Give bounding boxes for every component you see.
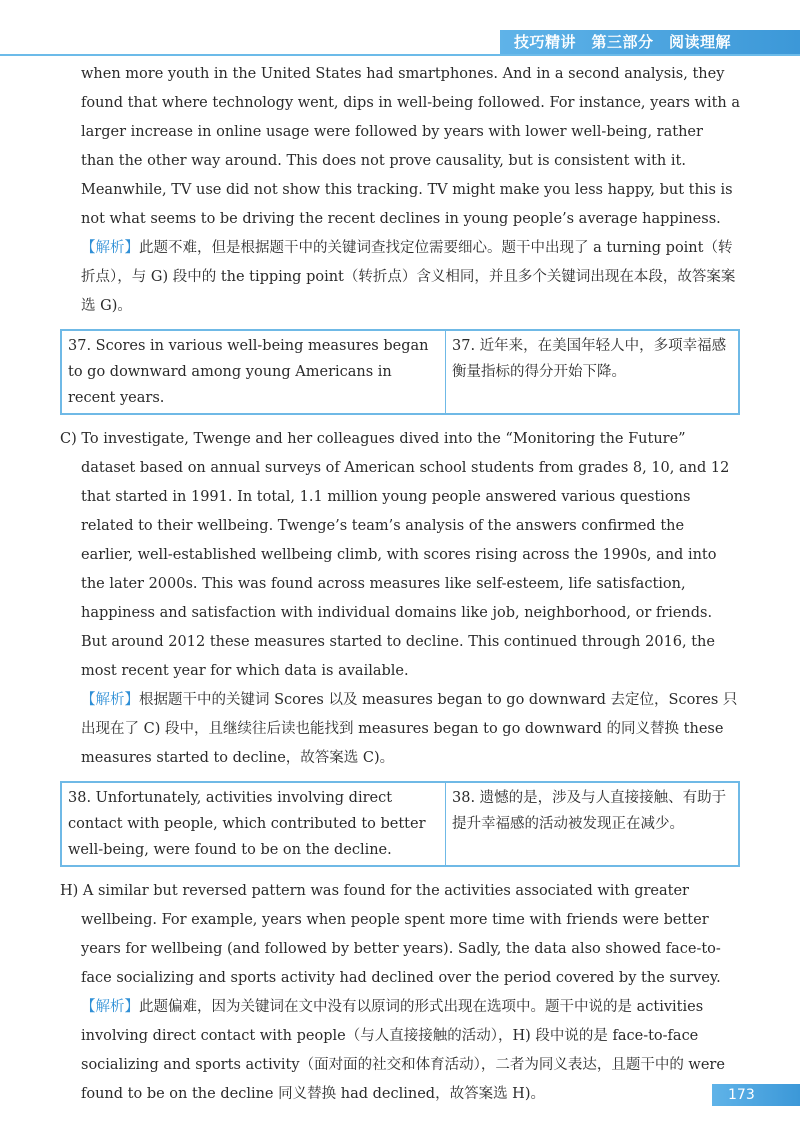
analysis-paragraph [60,993,740,1109]
question-chinese: 38. 遗憾的是，涉及与人直接接触、有助于提升幸福感的活动被发现正在减少。 [452,790,727,832]
passage-paragraph: when more youth in the United States had smartphones. And in a second analysis, they found that where technology went, dips in well-being followed. For instance, years with a larger increase in online usage were followed by years with lower well-being, rather than the other way around. This does not prove causality, but is consistent with it. Meanwhile, TV use did not show this tracking. TV might make you less happy, but this is not what seems to be driving the recent declines in young people’s average happiness. [81,66,741,227]
analysis-text: 此题不难，但是根据题干中的关键词查找定位需要细心。题干中出现了 a turning point（转折点），与 G) 段中的 the tipping point（转折点）含义相同，并且多个关键词出现在本段，故答案案选 G)。 [81,240,736,314]
question-chinese: 37. 近年来，在美国年轻人中，多项幸福感衡量指标的得分开始下降。 [452,338,727,380]
analysis-paragraph [60,686,740,773]
header-rule [0,54,800,56]
analysis-paragraph [60,234,740,321]
analysis-tag: 【解析】 [81,692,139,708]
passage-paragraph: H) A similar but reversed pattern was found for the activities associated with greater wellbeing. For example, years when people spent more time with friends were better years for wellbeing (and followed by better years). Sadly, the data also showed face-to-face socializing and sports activity had declined over the period covered by the survey. [60,883,721,986]
passage-paragraph: C) To investigate, Twenge and her colleagues dived into the “Monitoring the Future” dataset based on annual surveys of American school students from grades 8, 10, and 12 that started in 1991. In total, 1.1 million young people answered various questions related to their wellbeing. Twenge’s team’s analysis of the answers confirmed the earlier, well-established wellbeing climb, with scores rising across the 1990s, and into the later 2000s. This was found across measures like self-esteem, life satisfaction, happiness and satisfaction with individual domains like job, neighborhood, or friends. But around 2012 these measures started to decline. This continued through 2016, the most recent year for which data is available. [60,431,730,679]
analysis-text: 此题偏难，因为关键词在文中没有以原词的形式出现在选项中。题干中说的是 activities involving direct contact with people（与人直接接触的活动），H) 段中说的是 face-to-face socializing and sports activity（面对面的社交和体育活动），二者为同义表达，且题干中的 were found to be on the decline 同义替换 had declined，故答案选 H)。 [81,999,725,1102]
question-translation-box [60,329,740,415]
page-number: 173 [712,1084,800,1106]
analysis-tag: 【解析】 [81,999,139,1015]
question-translation-box [60,781,740,867]
analysis-tag: 【解析】 [81,240,139,256]
question-english: 38. Unfortunately, activities involving direct contact with people, which contributed to better well-being, were found to be on the decline. [62,783,446,865]
page-content [60,60,740,1109]
question-english: 37. Scores in various well-being measures began to go downward among young Americans in recent years. [62,331,446,413]
section-header: 技巧精讲 第三部分 阅读理解 [500,30,800,54]
analysis-text: 根据题干中的关键词 Scores 以及 measures began to go downward 去定位，Scores 只出现在了 C) 段中，且继续往后读也能找到 measures began to go downward 的同义替换 these measures started to decline，故答案选 C)。 [81,692,738,766]
